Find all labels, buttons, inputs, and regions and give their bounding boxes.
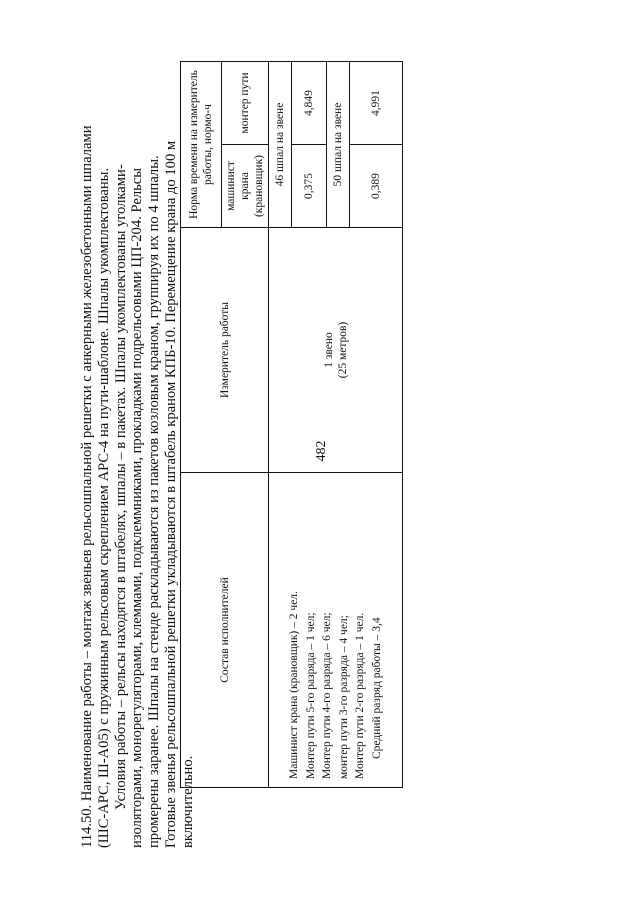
meter-line-2: (25 метров) — [336, 321, 349, 379]
meter-cell — [269, 228, 403, 473]
value-fitter-50: 4,991 — [350, 62, 403, 145]
header-meter: Измеритель работы — [181, 228, 269, 473]
value-crane-46: 0,375 — [292, 145, 327, 228]
row-label-50: 50 шпал на звене — [327, 62, 350, 228]
conditions-line-1: Условия работы – рельсы находятся в штабелях, шпалы – в пакетах. Шпалы укомплектованы уголками- — [112, 164, 129, 810]
labor-norm-table — [180, 61, 403, 788]
crew-line: Монтер пути 2-го разряда – 1 чел. — [354, 612, 366, 779]
conditions-line-3: промерены заранее. Шпалы на стенде раскладываются из пакетов козловым краном, группируя их по 4 шпалы. — [146, 155, 163, 848]
crew-list — [269, 473, 403, 788]
header-norm: Норма времени на измеритель работы, нормо-ч — [181, 62, 222, 228]
crew-line: Монтер пути 5-го разряда – 1 чел; — [304, 612, 317, 779]
value-crane-50: 0,389 — [350, 145, 403, 228]
value-fitter-46: 4,849 — [292, 62, 327, 145]
conditions-line-4: Готовые звенья рельсошпальной решетки укладываются в штабель краном КПБ-10. Перемещение крана до 100 м — [162, 140, 179, 848]
row-label-46: 46 шпал на звене — [269, 62, 292, 228]
crew-line: монтер пути 3-го разряда – 4 чел; — [337, 615, 350, 779]
crew-line: Монтер пути 4-го разряда – 6 чел; — [321, 612, 333, 779]
page-number: 482 — [314, 440, 329, 462]
subheader-crane-operator: машинист крана (крановщик) — [222, 145, 269, 228]
subheader-track-fitter: монтер пути — [222, 62, 269, 145]
rotated-page-content — [79, 58, 457, 848]
heading-line-1: 114.50. Наименование работы – монтаж звеньев рельсошпальной решетки с анкерными железобетонными шпалами — [79, 125, 95, 848]
heading-line-2: (ШС-АРС, Ш-А05) с пружинным рельсовым скреплением АРС-4 на пути-шаблоне. Шпалы укомплектованы. — [95, 167, 112, 848]
crew-line: Машинист крана (крановщик) – 2 чел. — [288, 591, 300, 779]
header-crew: Состав исполнителей — [181, 473, 269, 788]
conditions-line-2: изоляторами, монорегуляторами, клеммами, подклеммниками, прокладками подрельсовыми ЦП-204. Рельсы — [129, 167, 146, 848]
conditions-line-5: включительно. — [179, 755, 196, 848]
average-grade: Средний разряд работы – 3,4 — [370, 617, 383, 759]
meter-line-1: 1 звено — [322, 332, 335, 368]
